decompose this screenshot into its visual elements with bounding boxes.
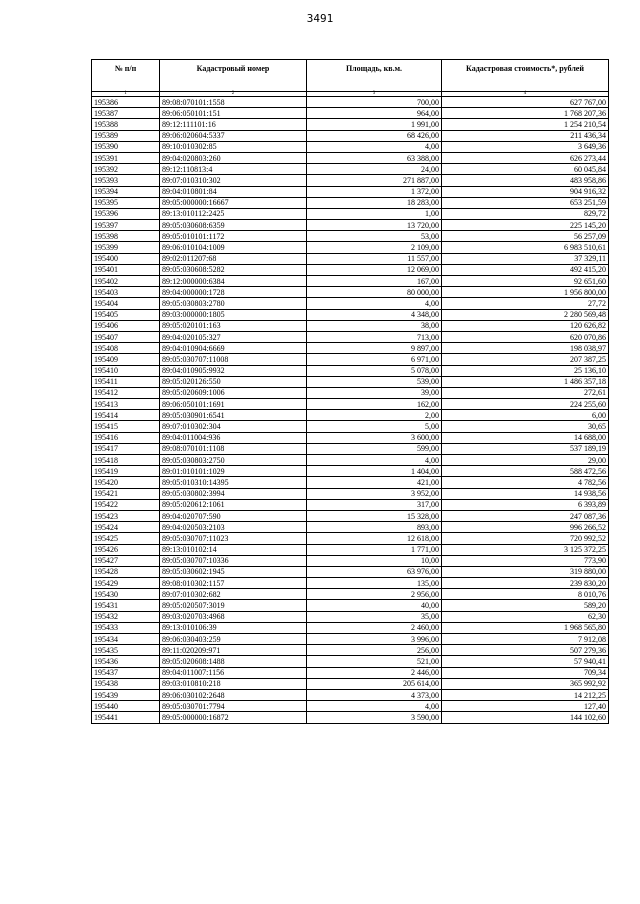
cell-index: 195392 [92, 164, 160, 175]
table-row [92, 320, 609, 331]
cell-cadastral-number: 89:04:020503:2103 [160, 522, 307, 533]
cell-cadastral-value: 7 912,08 [442, 634, 609, 645]
cell-cadastral-number: 89:04:020707:590 [160, 510, 307, 521]
cell-index: 195419 [92, 466, 160, 477]
cell-index: 195406 [92, 320, 160, 331]
cell-index: 195435 [92, 645, 160, 656]
cell-cadastral-value: 25 136,10 [442, 365, 609, 376]
cell-index: 195404 [92, 298, 160, 309]
cell-area: 3 600,00 [307, 432, 442, 443]
cell-cadastral-value: 37 329,11 [442, 253, 609, 264]
cell-area: 6 971,00 [307, 354, 442, 365]
cell-cadastral-value: 224 255,60 [442, 399, 609, 410]
cell-cadastral-value: 537 189,19 [442, 443, 609, 454]
cell-area: 713,00 [307, 331, 442, 342]
cell-index: 195408 [92, 343, 160, 354]
cell-area: 39,00 [307, 387, 442, 398]
cell-cadastral-value: 319 880,00 [442, 566, 609, 577]
table-row [92, 399, 609, 410]
cell-index: 195434 [92, 634, 160, 645]
cell-cadastral-number: 89:06:010104:1009 [160, 242, 307, 253]
cell-index: 195386 [92, 97, 160, 108]
cell-cadastral-number: 89:06:030403:259 [160, 634, 307, 645]
cell-cadastral-number: 89:05:020609:1006 [160, 387, 307, 398]
table-row [92, 645, 609, 656]
cell-cadastral-value: 60 045,84 [442, 164, 609, 175]
cell-index: 195390 [92, 141, 160, 152]
cell-cadastral-value: 14 212,25 [442, 689, 609, 700]
cell-index: 195387 [92, 108, 160, 119]
table-row [92, 510, 609, 521]
cell-cadastral-number: 89:05:030803:2780 [160, 298, 307, 309]
table-row [92, 276, 609, 287]
table-row [92, 667, 609, 678]
cell-cadastral-number: 89:06:030102:2648 [160, 689, 307, 700]
cell-index: 195407 [92, 331, 160, 342]
cell-cadastral-value: 829,72 [442, 208, 609, 219]
table-row [92, 622, 609, 633]
cell-cadastral-number: 89:12:000000:6384 [160, 276, 307, 287]
cell-index: 195393 [92, 175, 160, 186]
cell-area: 38,00 [307, 320, 442, 331]
table-row [92, 589, 609, 600]
cell-cadastral-number: 89:05:030707:11008 [160, 354, 307, 365]
cell-index: 195436 [92, 656, 160, 667]
cell-area: 539,00 [307, 376, 442, 387]
cell-cadastral-number: 89:01:010101:1029 [160, 466, 307, 477]
cell-index: 195432 [92, 611, 160, 622]
cell-index: 195400 [92, 253, 160, 264]
cell-cadastral-value: 627 767,00 [442, 97, 609, 108]
cell-index: 195431 [92, 600, 160, 611]
cell-index: 195437 [92, 667, 160, 678]
cell-cadastral-number: 89:05:030608:6359 [160, 220, 307, 231]
cell-index: 195388 [92, 119, 160, 130]
table-row [92, 242, 609, 253]
cell-area: 3 952,00 [307, 488, 442, 499]
cell-area: 18 283,00 [307, 197, 442, 208]
cell-index: 195427 [92, 555, 160, 566]
table-row [92, 544, 609, 555]
cell-area: 10,00 [307, 555, 442, 566]
table-row [92, 343, 609, 354]
cell-cadastral-number: 89:11:020209:971 [160, 645, 307, 656]
cell-area: 4,00 [307, 141, 442, 152]
cell-index: 195422 [92, 499, 160, 510]
table-row [92, 634, 609, 645]
cell-area: 15 328,00 [307, 510, 442, 521]
cell-area: 317,00 [307, 499, 442, 510]
header-cadastral-number: Кадастровый номер [160, 60, 307, 92]
cell-area: 24,00 [307, 164, 442, 175]
cell-cadastral-value: 507 279,36 [442, 645, 609, 656]
cell-cadastral-number: 89:05:020101:163 [160, 320, 307, 331]
table-row [92, 522, 609, 533]
cell-cadastral-value: 1 968 565,80 [442, 622, 609, 633]
cell-cadastral-value: 996 266,52 [442, 522, 609, 533]
cell-area: 893,00 [307, 522, 442, 533]
cell-index: 195411 [92, 376, 160, 387]
cell-index: 195430 [92, 589, 160, 600]
cell-cadastral-value: 483 958,86 [442, 175, 609, 186]
cell-area: 167,00 [307, 276, 442, 287]
cell-cadastral-number: 89:04:010905:9932 [160, 365, 307, 376]
table-row [92, 231, 609, 242]
cell-area: 2,00 [307, 410, 442, 421]
cell-cadastral-number: 89:13:010112:2425 [160, 208, 307, 219]
table-row [92, 432, 609, 443]
cell-index: 195425 [92, 533, 160, 544]
table-body [92, 97, 609, 724]
cell-area: 1 404,00 [307, 466, 442, 477]
cell-cadastral-value: 1 254 210,54 [442, 119, 609, 130]
cell-cadastral-number: 89:13:010102:14 [160, 544, 307, 555]
column-number: 1 [92, 92, 160, 97]
cell-cadastral-number: 89:05:020507:3019 [160, 600, 307, 611]
cell-cadastral-number: 89:05:030707:10336 [160, 555, 307, 566]
cell-area: 2 446,00 [307, 667, 442, 678]
table-header-row [92, 60, 609, 92]
cell-cadastral-number: 89:07:010302:304 [160, 421, 307, 432]
cell-cadastral-number: 89:05:000000:16872 [160, 712, 307, 723]
cell-cadastral-value: 720 992,52 [442, 533, 609, 544]
cell-area: 1,00 [307, 208, 442, 219]
table-row [92, 108, 609, 119]
cell-area: 3 590,00 [307, 712, 442, 723]
cell-cadastral-number: 89:04:010801:84 [160, 186, 307, 197]
table-row [92, 130, 609, 141]
cell-index: 195409 [92, 354, 160, 365]
cell-index: 195415 [92, 421, 160, 432]
table-row [92, 175, 609, 186]
header-index: № п/п [92, 60, 160, 92]
cell-cadastral-number: 89:05:010101:1172 [160, 231, 307, 242]
table-row [92, 455, 609, 466]
cell-cadastral-value: 27,72 [442, 298, 609, 309]
cell-index: 195389 [92, 130, 160, 141]
cell-cadastral-number: 89:12:110813:4 [160, 164, 307, 175]
cell-area: 700,00 [307, 97, 442, 108]
cell-cadastral-value: 3 649,36 [442, 141, 609, 152]
cell-index: 195429 [92, 578, 160, 589]
table-row [92, 611, 609, 622]
cell-cadastral-value: 1 956 800,00 [442, 287, 609, 298]
table-row [92, 208, 609, 219]
cell-cadastral-number: 89:04:011007:1156 [160, 667, 307, 678]
cell-area: 68 426,00 [307, 130, 442, 141]
cell-cadastral-value: 1 768 207,36 [442, 108, 609, 119]
table-row [92, 164, 609, 175]
cell-cadastral-value: 620 070,86 [442, 331, 609, 342]
cell-index: 195420 [92, 477, 160, 488]
cell-area: 1 771,00 [307, 544, 442, 555]
cell-area: 4,00 [307, 298, 442, 309]
page-number: 3491 [306, 12, 334, 25]
table-row [92, 443, 609, 454]
table-row [92, 566, 609, 577]
cell-cadastral-value: 56 257,09 [442, 231, 609, 242]
cell-area: 35,00 [307, 611, 442, 622]
cell-area: 4 348,00 [307, 309, 442, 320]
cell-index: 195413 [92, 399, 160, 410]
cell-area: 12 618,00 [307, 533, 442, 544]
column-number: 2 [160, 92, 307, 97]
cell-cadastral-number: 89:10:010302:85 [160, 141, 307, 152]
cadastral-table [91, 59, 609, 724]
cell-area: 256,00 [307, 645, 442, 656]
cell-area: 80 000,00 [307, 287, 442, 298]
cell-cadastral-number: 89:05:030602:1945 [160, 566, 307, 577]
cell-area: 5,00 [307, 421, 442, 432]
cell-index: 195412 [92, 387, 160, 398]
cell-cadastral-value: 626 273,44 [442, 152, 609, 163]
cell-area: 2 109,00 [307, 242, 442, 253]
cell-area: 421,00 [307, 477, 442, 488]
column-number: 3 [307, 92, 442, 97]
cell-cadastral-value: 57 940,41 [442, 656, 609, 667]
cell-cadastral-value: 272,61 [442, 387, 609, 398]
cell-area: 3 996,00 [307, 634, 442, 645]
cell-cadastral-value: 14 688,00 [442, 432, 609, 443]
cell-area: 964,00 [307, 108, 442, 119]
cell-index: 195423 [92, 510, 160, 521]
cell-cadastral-number: 89:05:030707:11023 [160, 533, 307, 544]
table-row [92, 499, 609, 510]
table-row [92, 387, 609, 398]
cell-cadastral-value: 198 038,97 [442, 343, 609, 354]
table-row [92, 678, 609, 689]
cell-cadastral-number: 89:04:010904:6669 [160, 343, 307, 354]
cell-index: 195418 [92, 455, 160, 466]
cell-cadastral-number: 89:08:070101:1108 [160, 443, 307, 454]
table-row [92, 220, 609, 231]
cell-cadastral-number: 89:05:030802:3994 [160, 488, 307, 499]
cell-cadastral-value: 492 415,20 [442, 264, 609, 275]
cell-area: 205 614,00 [307, 678, 442, 689]
cell-index: 195439 [92, 689, 160, 700]
table-row [92, 477, 609, 488]
cell-cadastral-value: 588 472,56 [442, 466, 609, 477]
cell-cadastral-number: 89:05:030901:6541 [160, 410, 307, 421]
table-row [92, 600, 609, 611]
cell-cadastral-number: 89:03:020703:4968 [160, 611, 307, 622]
cell-cadastral-value: 30,65 [442, 421, 609, 432]
table-row [92, 152, 609, 163]
cell-cadastral-number: 89:05:000000:16667 [160, 197, 307, 208]
cell-cadastral-number: 89:04:020803:260 [160, 152, 307, 163]
cell-area: 53,00 [307, 231, 442, 242]
cell-cadastral-number: 89:12:111101:16 [160, 119, 307, 130]
cell-index: 195410 [92, 365, 160, 376]
cell-cadastral-value: 62,30 [442, 611, 609, 622]
table-row [92, 701, 609, 712]
table-row [92, 331, 609, 342]
table-row [92, 287, 609, 298]
cell-area: 11 557,00 [307, 253, 442, 264]
cell-index: 195396 [92, 208, 160, 219]
header-cadastral-value: Кадастровая стоимость*, рублей [442, 60, 609, 92]
cell-cadastral-value: 127,40 [442, 701, 609, 712]
cell-index: 195403 [92, 287, 160, 298]
cell-cadastral-value: 14 938,56 [442, 488, 609, 499]
cell-index: 195395 [92, 197, 160, 208]
cell-area: 2 956,00 [307, 589, 442, 600]
cell-cadastral-value: 6 393,89 [442, 499, 609, 510]
cell-area: 4,00 [307, 701, 442, 712]
table-row [92, 421, 609, 432]
cell-cadastral-number: 89:04:000000:1728 [160, 287, 307, 298]
cell-index: 195440 [92, 701, 160, 712]
cell-area: 1 991,00 [307, 119, 442, 130]
table-row [92, 555, 609, 566]
cell-cadastral-number: 89:08:070101:1558 [160, 97, 307, 108]
cell-area: 40,00 [307, 600, 442, 611]
cell-cadastral-value: 92 651,60 [442, 276, 609, 287]
cell-area: 521,00 [307, 656, 442, 667]
cell-cadastral-number: 89:03:000000:1805 [160, 309, 307, 320]
table-row [92, 376, 609, 387]
table-row [92, 309, 609, 320]
cell-index: 195399 [92, 242, 160, 253]
cell-index: 195424 [92, 522, 160, 533]
cell-cadastral-number: 89:08:010302:1157 [160, 578, 307, 589]
cell-index: 195421 [92, 488, 160, 499]
table-row [92, 365, 609, 376]
cell-index: 195426 [92, 544, 160, 555]
column-number: 4 [442, 92, 609, 97]
cell-area: 1 372,00 [307, 186, 442, 197]
cell-cadastral-value: 144 102,60 [442, 712, 609, 723]
table-row [92, 656, 609, 667]
table-row [92, 354, 609, 365]
cell-area: 63 976,00 [307, 566, 442, 577]
table-row [92, 141, 609, 152]
cell-area: 13 720,00 [307, 220, 442, 231]
cell-area: 12 069,00 [307, 264, 442, 275]
cell-index: 195416 [92, 432, 160, 443]
cell-cadastral-value: 239 830,20 [442, 578, 609, 589]
table-row [92, 264, 609, 275]
cell-cadastral-value: 904 916,32 [442, 186, 609, 197]
cell-cadastral-number: 89:06:020604:5337 [160, 130, 307, 141]
cell-cadastral-number: 89:13:010106:39 [160, 622, 307, 633]
table-row [92, 689, 609, 700]
cell-cadastral-value: 247 087,36 [442, 510, 609, 521]
cell-index: 195402 [92, 276, 160, 287]
cell-cadastral-value: 2 280 569,48 [442, 309, 609, 320]
cell-cadastral-value: 773,90 [442, 555, 609, 566]
cell-area: 4 373,00 [307, 689, 442, 700]
cell-cadastral-value: 589,20 [442, 600, 609, 611]
table-row [92, 197, 609, 208]
cell-cadastral-number: 89:04:011004:936 [160, 432, 307, 443]
cell-index: 195428 [92, 566, 160, 577]
cell-cadastral-number: 89:05:010310:14395 [160, 477, 307, 488]
table-row [92, 466, 609, 477]
table-row [92, 298, 609, 309]
cell-cadastral-number: 89:06:050101:1691 [160, 399, 307, 410]
cell-cadastral-number: 89:05:020612:1061 [160, 499, 307, 510]
cell-cadastral-value: 653 251,59 [442, 197, 609, 208]
cell-index: 195405 [92, 309, 160, 320]
header-area: Площадь, кв.м. [307, 60, 442, 92]
cell-cadastral-value: 8 010,76 [442, 589, 609, 600]
table-row [92, 578, 609, 589]
table-row [92, 712, 609, 723]
cell-cadastral-number: 89:02:011207:68 [160, 253, 307, 264]
cell-area: 5 078,00 [307, 365, 442, 376]
table-row [92, 410, 609, 421]
cell-cadastral-number: 89:06:050101:151 [160, 108, 307, 119]
cell-cadastral-value: 4 782,56 [442, 477, 609, 488]
cell-area: 135,00 [307, 578, 442, 589]
cell-cadastral-number: 89:05:020608:1488 [160, 656, 307, 667]
cell-cadastral-value: 365 992,92 [442, 678, 609, 689]
table-row [92, 488, 609, 499]
cell-index: 195401 [92, 264, 160, 275]
cell-area: 599,00 [307, 443, 442, 454]
table-row [92, 97, 609, 108]
table-row [92, 119, 609, 130]
cell-cadastral-number: 89:04:020105:327 [160, 331, 307, 342]
cell-cadastral-value: 3 125 372,25 [442, 544, 609, 555]
cell-area: 271 887,00 [307, 175, 442, 186]
cell-index: 195414 [92, 410, 160, 421]
cell-index: 195394 [92, 186, 160, 197]
cell-area: 162,00 [307, 399, 442, 410]
cell-area: 63 388,00 [307, 152, 442, 163]
cell-index: 195391 [92, 152, 160, 163]
table-row [92, 533, 609, 544]
cell-cadastral-value: 1 486 357,18 [442, 376, 609, 387]
cell-cadastral-number: 89:07:010302:682 [160, 589, 307, 600]
cell-area: 4,00 [307, 455, 442, 466]
cell-index: 195397 [92, 220, 160, 231]
cell-cadastral-value: 211 436,34 [442, 130, 609, 141]
cell-cadastral-value: 207 387,25 [442, 354, 609, 365]
cell-cadastral-value: 6,00 [442, 410, 609, 421]
table-row [92, 253, 609, 264]
cell-cadastral-value: 709,34 [442, 667, 609, 678]
cell-index: 195398 [92, 231, 160, 242]
cell-cadastral-value: 120 626,82 [442, 320, 609, 331]
cell-area: 9 897,00 [307, 343, 442, 354]
cell-cadastral-number: 89:05:030803:2750 [160, 455, 307, 466]
cell-index: 195438 [92, 678, 160, 689]
cell-index: 195433 [92, 622, 160, 633]
cell-cadastral-value: 29,00 [442, 455, 609, 466]
cell-cadastral-number: 89:05:030701:7794 [160, 701, 307, 712]
table-row [92, 186, 609, 197]
cell-area: 2 460,00 [307, 622, 442, 633]
cell-cadastral-number: 89:05:020126:550 [160, 376, 307, 387]
cell-index: 195441 [92, 712, 160, 723]
cell-cadastral-number: 89:03:010810:218 [160, 678, 307, 689]
cell-cadastral-number: 89:05:030608:5282 [160, 264, 307, 275]
cell-cadastral-value: 6 983 510,61 [442, 242, 609, 253]
cell-cadastral-number: 89:07:010310:302 [160, 175, 307, 186]
cell-index: 195417 [92, 443, 160, 454]
cell-cadastral-value: 225 145,20 [442, 220, 609, 231]
